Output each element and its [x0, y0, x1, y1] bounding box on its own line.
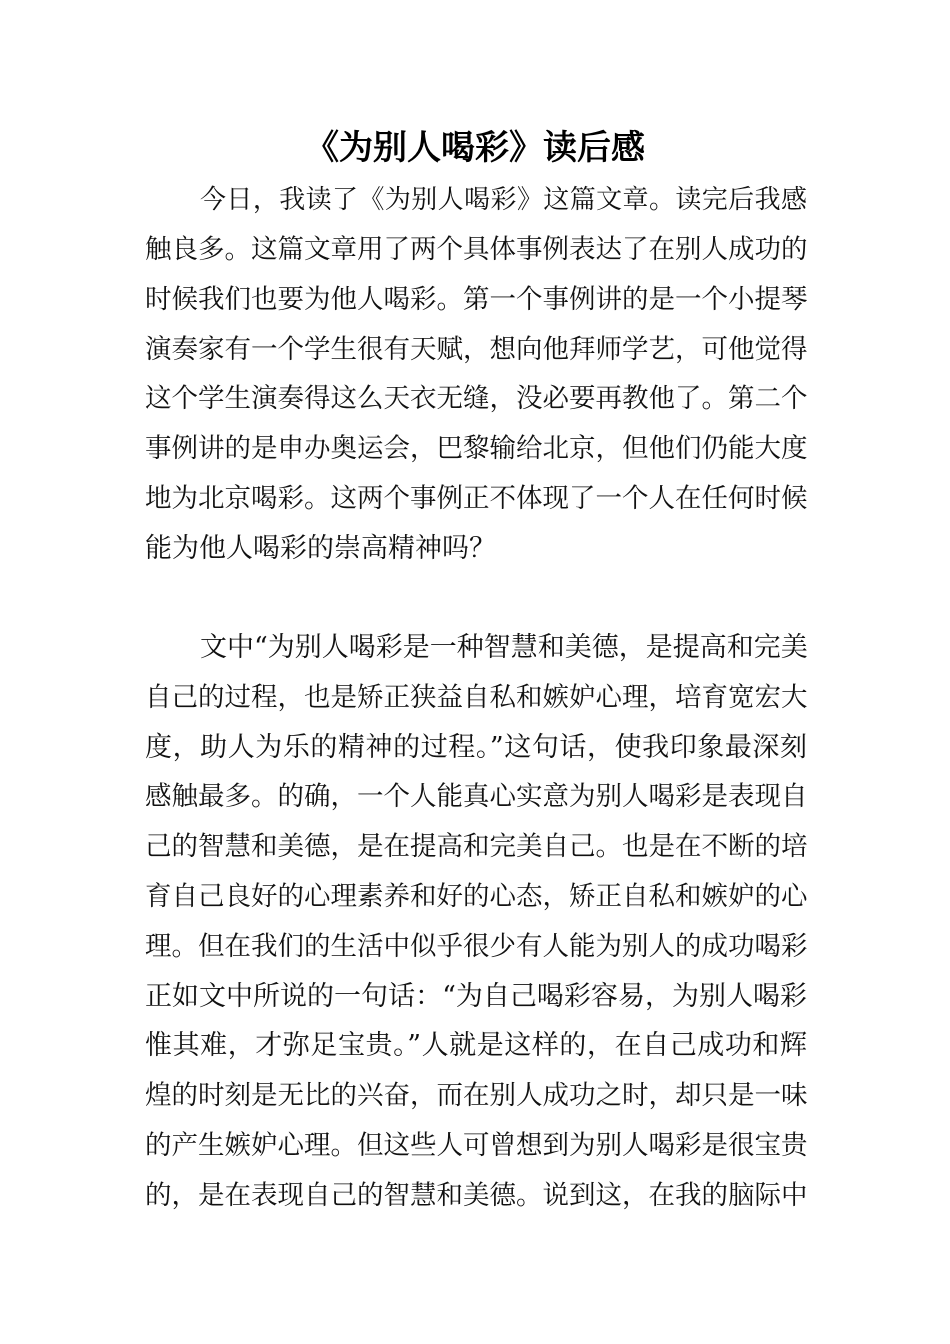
text-line: 正如文中所说的一句话：“为自己喝彩容易，为别人喝彩 [145, 981, 807, 1012]
text-line: 这个学生演奏得这么天衣无缝，没必要再教他了。第二个 [145, 383, 808, 414]
text-line: 的产生嫉妒心理。但这些人可曾想到为别人喝彩是很宝贵 [145, 1130, 808, 1161]
text-line: 文中“为别人喝彩是一种智慧和美德，是提高和完美 [200, 632, 808, 663]
text-line: 演奏家有一个学生很有天赋，想向他拜师学艺，可他觉得 [145, 334, 808, 365]
text-line: 今日，我读了《为别人喝彩》这篇文章。读完后我感 [200, 185, 807, 215]
text-line: 的，是在表现自己的智慧和美德。说到这，在我的脑际中 [145, 1180, 808, 1211]
text-line: 煌的时刻是无比的兴奋，而在别人成功之时，却只是一味 [145, 1080, 808, 1111]
text-line: 能为他人喝彩的崇高精神吗？ [145, 533, 496, 564]
text-line: 时候我们也要为他人喝彩。第一个事例讲的是一个小提琴 [145, 284, 808, 315]
text-line: 地为北京喝彩。这两个事例正不体现了一个人在任何时候 [145, 483, 808, 514]
text-line: 感触最多。的确，一个人能真心实意为别人喝彩是表现自 [145, 781, 808, 812]
text-line: 育自己良好的心理素养和好的心态，矫正自私和嫉妒的心 [145, 881, 808, 912]
text-line: 度，助人为乐的精神的过程。”这句话，使我印象最深刻 [145, 732, 807, 763]
text-line: 事例讲的是申办奥运会，巴黎输给北京，但他们仍能大度 [145, 433, 808, 464]
text-line: 理。但在我们的生活中似乎很少有人能为别人的成功喝彩 [145, 931, 808, 962]
text-line: 自己的过程，也是矫正狭益自私和嫉妒心理，培育宽宏大 [145, 682, 808, 713]
page-title: 《为别人喝彩》读后感 [305, 128, 645, 168]
text-line: 己的智慧和美德，是在提高和完美自己。也是在不断的培 [145, 831, 808, 862]
text-line: 触良多。这篇文章用了两个具体事例表达了在别人成功的 [145, 234, 808, 265]
text-line: 惟其难，才弥足宝贵。”人就是这样的，在自己成功和辉 [145, 1030, 807, 1061]
